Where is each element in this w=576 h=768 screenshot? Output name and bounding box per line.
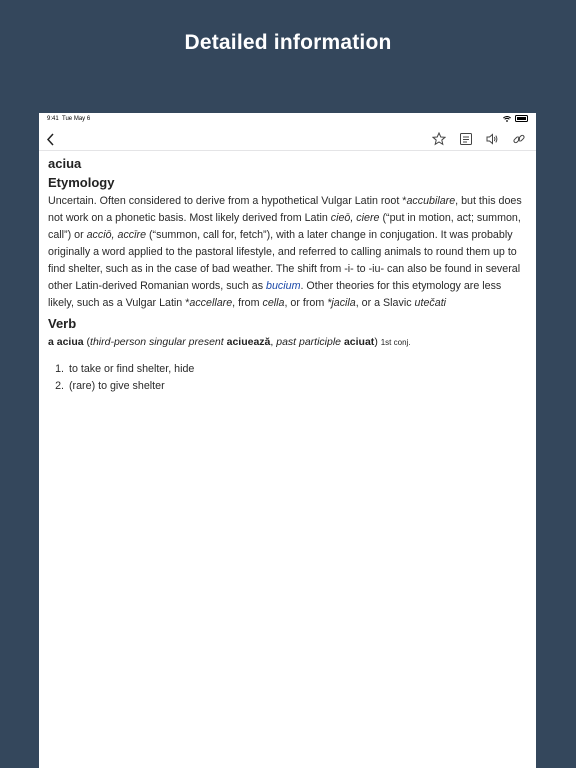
share-link-button[interactable]	[511, 131, 527, 147]
paren-open: (	[83, 336, 91, 348]
form-label: third-person singular present	[90, 336, 224, 348]
ety-text: Uncertain. Often considered to derive from a hypothetical Vulgar Latin root *	[48, 195, 407, 207]
ety-text: , or from	[284, 297, 328, 309]
ety-text: , or a Slavic	[355, 297, 415, 309]
form-label: past participle	[276, 336, 342, 348]
ety-term: utečati	[414, 297, 447, 309]
wifi-icon	[503, 116, 511, 122]
pronounce-button[interactable]	[484, 131, 500, 147]
status-indicators	[503, 115, 528, 122]
ety-term: cella	[262, 297, 285, 309]
verb-inflection-line	[48, 334, 527, 351]
status-bar	[39, 113, 536, 126]
favorite-button[interactable]	[431, 131, 447, 147]
paren-close: )	[374, 336, 381, 348]
link-icon	[512, 132, 526, 146]
sense-item: 2. (rare) to give shelter	[67, 378, 527, 395]
ety-term: cieō, ciere	[330, 212, 380, 224]
ety-text: . Other theories for this etymology are less likely, such as a Vulgar Latin *	[48, 280, 502, 309]
ety-text: , from	[232, 297, 263, 309]
ety-text: , but this does not work on a phonetic basis. Most likely derived from Latin	[48, 195, 522, 224]
bucium-link[interactable]: bucium	[266, 280, 301, 292]
separator: ,	[270, 336, 277, 348]
etymology-heading: Etymology	[48, 175, 115, 190]
conjugation-class: 1st conj.	[380, 338, 411, 347]
entry-content	[39, 151, 536, 395]
promo-title: Detailed information	[184, 31, 392, 54]
note-icon	[459, 132, 473, 146]
navigation-bar	[39, 126, 536, 151]
ety-term: *jacila	[327, 297, 356, 309]
device-screen	[39, 113, 536, 768]
ety-term: accellare	[189, 297, 233, 309]
star-icon	[432, 132, 446, 146]
back-button[interactable]	[42, 131, 58, 147]
sense-list	[48, 361, 527, 395]
verb-form: aciuează	[226, 336, 271, 348]
speaker-icon	[485, 132, 499, 146]
status-date: Tue May 6	[62, 116, 91, 122]
part-of-speech-heading: Verb	[48, 316, 77, 331]
note-button[interactable]	[458, 131, 474, 147]
sense-item: 1. to take or find shelter, hide	[67, 361, 527, 378]
ety-text: (“summon, call for, fetch”), with a later change in conjugation. It was probably originally a word applied to the pastoral lifestyle, and referred to calling animals to round them up to find shelter, such as in the case of bad weather. The shift from -i- to -iu- can also be found in several other Latin-derived Romanian words, such as	[48, 229, 521, 292]
headword: aciua	[48, 156, 82, 171]
verb-form: aciuat	[343, 336, 375, 348]
back-chevron-icon	[46, 133, 55, 146]
etymology-text	[48, 193, 527, 312]
battery-icon	[515, 115, 528, 122]
status-time	[47, 116, 90, 122]
ety-term: acciō, accīre	[86, 229, 147, 241]
ety-text: (“put in motion, act; summon, call”) or	[48, 212, 521, 241]
status-clock: 9:41	[47, 116, 59, 122]
verb-lemma: a aciua	[48, 336, 84, 348]
ety-term: accubilare	[406, 195, 456, 207]
